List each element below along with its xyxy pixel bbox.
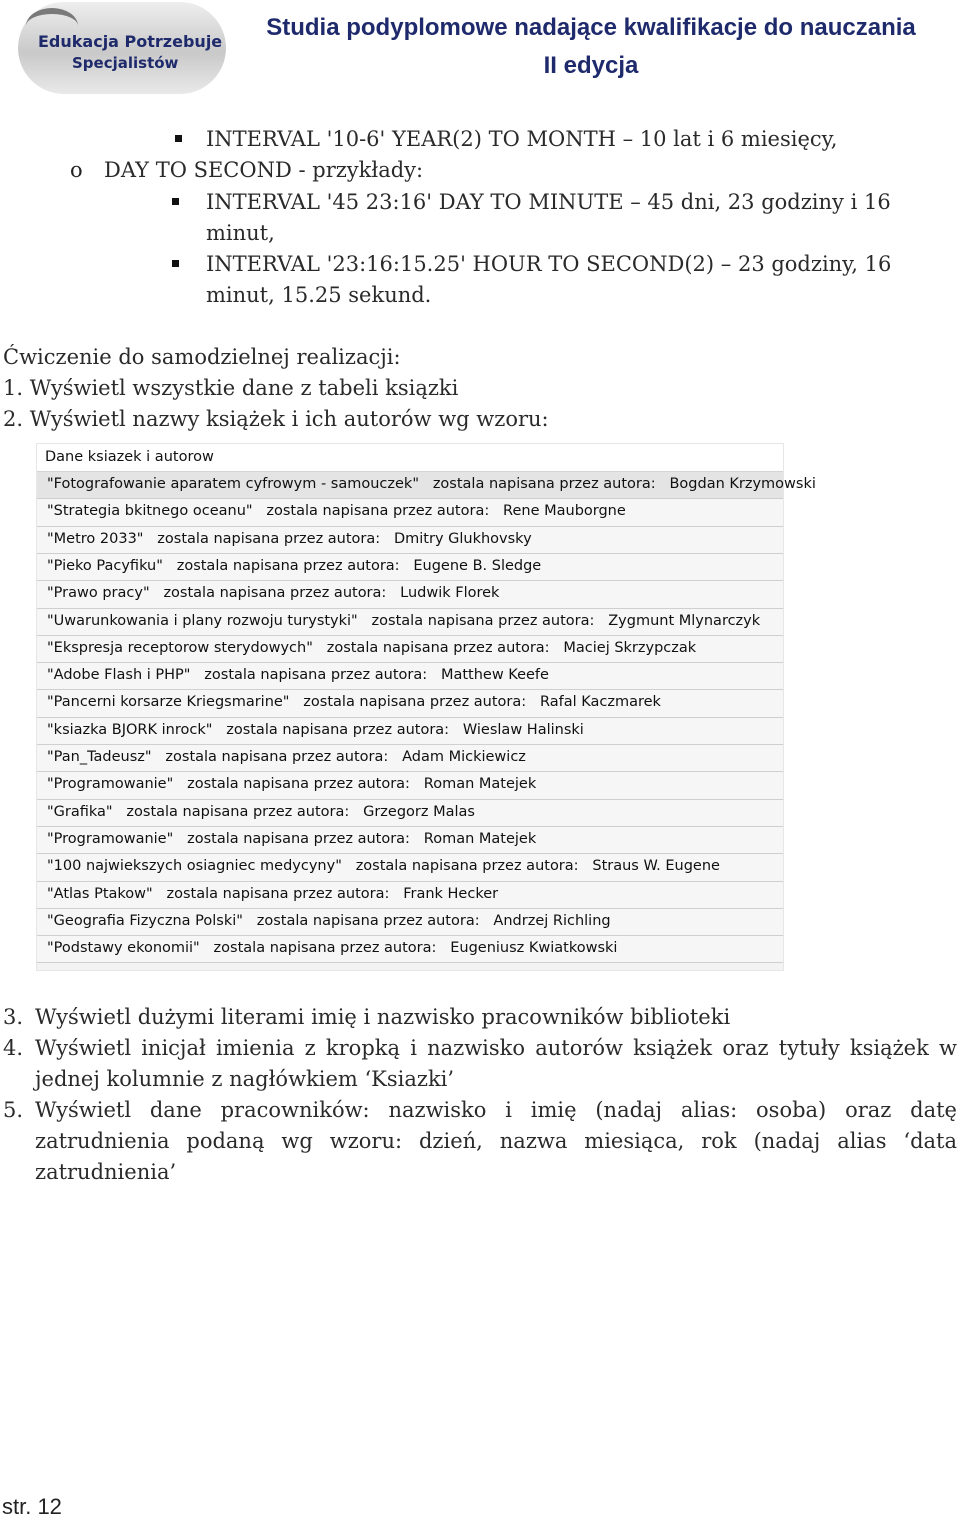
table-row [37, 745, 783, 772]
result-column-header-label: Dane ksiazek i autorow [45, 449, 214, 465]
header-subtitle: II edycja [543, 52, 639, 79]
task-3-text: Wyświetl dużymi literami imię i nazwisko pracowników biblioteki [35, 1005, 731, 1029]
table-cell: "Prawo pracy" zostala napisana przez autora: Ludwik Florek [47, 585, 500, 602]
table-cell: "Pan_Tadeusz" zostala napisana przez autora: Adam Mickiewicz [47, 749, 526, 765]
circle-bullet-icon: o [70, 158, 83, 182]
logo-text-line2: Specjalistów [72, 54, 179, 72]
table-cell: "Strategia bkitnego oceanu" zostala napisana przez autora: Rene Mauborgne [47, 503, 626, 520]
table-row [37, 554, 783, 581]
interval-day-minute-line1: INTERVAL '45 23:16' DAY TO MINUTE – 45 dni, 23 godziny i 16 [206, 190, 891, 214]
table-row [37, 772, 783, 799]
table-row [37, 499, 783, 526]
day-to-second-label: DAY TO SECOND - przykłady: [104, 158, 424, 182]
table-cell: "Programowanie" zostala napisana przez autora: Roman Matejek [47, 830, 537, 847]
table-row [37, 581, 783, 608]
interval-year-month: INTERVAL '10-6' YEAR(2) TO MONTH – 10 lat i 6 miesięcy, [206, 127, 838, 151]
exercise-item-1: 1. Wyświetl wszystkie dane z tabeli ksiązki [3, 376, 459, 400]
table-row [37, 636, 783, 663]
exercise-item-2: 2. Wyświetl nazwy książek i ich autorów wg wzoru: [3, 407, 549, 431]
table-row [37, 718, 783, 745]
header-title: Studia podyplomowe nadające kwalifikacje do nauczania [266, 14, 916, 41]
exercise-heading: Ćwiczenie do samodzielnej realizacji: [3, 345, 401, 369]
task-5-text: Wyświetl dane pracowników: nazwisko i imię (nadaj alias: osoba) oraz datę zatrudnienia podaną wg wzoru: dzień, nazwa miesiąca, rok (nadaj alias ‘data zatrudnienia’ [35, 1098, 957, 1184]
table-row [37, 854, 783, 881]
table-cell: "Grafika" zostala napisana przez autora: Grzegorz Malas [47, 803, 475, 820]
logo-text-line1: Edukacja Potrzebuje [38, 32, 223, 51]
table-cell: "Uwarunkowania i plany rozwoju turystyki" zostala napisana przez autora: Zygmunt Mlynarczyk [47, 612, 761, 629]
square-bullet-icon [172, 260, 179, 267]
table-cell: "100 najwiekszych osiagniec medycyny" zostala napisana przez autora: Straus W. Eugene [47, 858, 720, 875]
table-row [37, 827, 783, 854]
table-row [37, 690, 783, 717]
table-cell: "Pieko Pacyfiku" zostala napisana przez autora: Eugene B. Sledge [47, 557, 542, 574]
interval-day-minute-line2: minut, [206, 221, 275, 245]
table-cell: "Programowanie" zostala napisana przez autora: Roman Matejek [47, 776, 537, 793]
result-column-header [37, 444, 783, 472]
task-4-text: Wyświetl inicjał imienia z kropką i nazwisko autorów książek oraz tytuły książek w jednej kolumnie z nagłówkiem ‘Ksiazki’ [35, 1036, 957, 1091]
table-cell: "Geografia Fizyczna Polski" zostala napisana przez autora: Andrzej Richling [47, 912, 611, 929]
table-cell: "Ekspresja receptorow sterydowych" zostala napisana przez autora: Maciej Skrzypczak [47, 639, 697, 656]
task-5-number: 5. [3, 1098, 24, 1122]
task-3-number: 3. [3, 1005, 24, 1029]
table-row [37, 882, 783, 909]
table-cell: "ksiazka BJORK inrock" zostala napisana przez autora: Wieslaw Halinski [47, 721, 584, 738]
square-bullet-icon [175, 135, 182, 142]
page-number: str. 12 [2, 1494, 62, 1519]
page-header [0, 0, 960, 100]
table-cell: "Podstawy ekonomii" zostala napisana przez autora: Eugeniusz Kwiatkowski [47, 940, 618, 957]
table-row [37, 472, 816, 499]
table-row [37, 663, 783, 690]
query-result-grid [36, 443, 816, 971]
interval-hour-second-line1: INTERVAL '23:16:15.25' HOUR TO SECOND(2) – 23 godziny, 16 [206, 252, 892, 276]
table-row [37, 909, 783, 936]
table-cell: "Fotografowanie aparatem cyfrowym - samouczek" zostala napisana przez autora: Bogdan Krzymowski [47, 476, 816, 492]
program-logo [18, 2, 226, 94]
table-cell: "Adobe Flash i PHP" zostala napisana przez autora: Matthew Keefe [47, 667, 549, 684]
task-4-number: 4. [3, 1036, 24, 1060]
table-cell: "Metro 2033" zostala napisana przez autora: Dmitry Glukhovsky [47, 530, 532, 547]
table-row [37, 936, 783, 963]
table-row [37, 527, 783, 554]
table-row [37, 609, 783, 636]
interval-hour-second-line2: minut, 15.25 sekund. [206, 283, 432, 307]
table-cell: "Pancerni korsarze Kriegsmarine" zostala napisana przez autora: Rafal Kaczmarek [47, 694, 661, 711]
table-cell: "Atlas Ptakow" zostala napisana przez autora: Frank Hecker [47, 885, 499, 902]
square-bullet-icon [172, 198, 179, 205]
table-row [37, 800, 783, 827]
